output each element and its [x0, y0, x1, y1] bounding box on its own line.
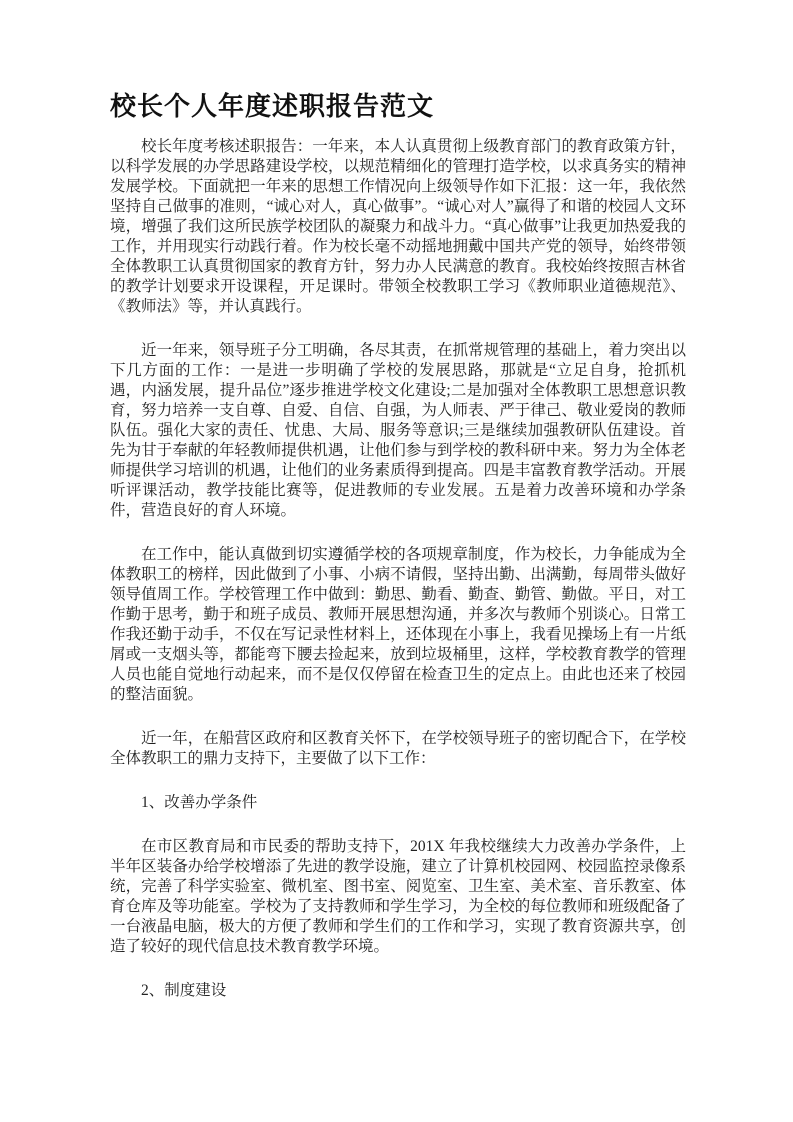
body-paragraph-leadership-work: 近一年来，领导班子分工明确，各尽其责，在抓常规管理的基础上，着力突出以下几方面的工作：一是进一步明确了学校的发展思路，那就是“立足自身，抢抓机遇，内涵发展，提升品位”逐步推进学校文化建设;二是加强对全体教职工思想意识教育，努力培养一支自尊、自爱、自信、自强，为人师表、严于律己、敬业爱岗的教师队伍。强化大家的责任、忧患、大局、服务等意识;三是继续加强教研队伍建设。首先为甘于奉献的年轻教师提供机遇，让他们参与到学校的教科研中来。努力为全体老师提供学习培训的机遇，让他们的业务素质得到提高。四是丰富教育教学活动。开展听评课活动，教学技能比赛等，促进教师的专业发展。五是着力改善环境和办学条件，营造良好的育人环境。: [110, 342, 686, 519]
document-title: 校长个人年度述职报告范文: [110, 92, 435, 121]
body-paragraph-facilities: 在市区教育局和市民委的帮助支持下，201X 年我校继续大力改善办学条件，上半年区装备办给学校增添了先进的教学设施，建立了计算机校园网、校园监控录像系统，完善了科学实验室、微机室、图书室、阅览室、卫生室、美术室、音乐教室、体育仓库及等功能室。学校为了支持教师和学生学习，为全校的每位教师和班级配备了一台液晶电脑，极大的方便了教师和学生们的工作和学习，实现了教育资源共享，创造了较好的现代信息技术教育教学环境。: [110, 838, 686, 955]
body-paragraph-work-summary-lead: 近一年，在船营区政府和区教育关怀下，在学校领导班子的密切配合下，在学校全体教职工的鼎力支持下，主要做了以下工作：: [110, 730, 686, 767]
body-paragraph-intro: 校长年度考核述职报告：一年来，本人认真贯彻上级教育部门的教育政策方针，以科学发展的办学思路建设学校，以规范精细化的管理打造学校，以求真务实的精神发展学校。下面就把一年来的思想工作情况向上级领导作如下汇报：这一年，我依然坚持自己做事的准则，“诚心对人，真心做事”。“诚心对人”赢得了和谐的校园人文环境，增强了我们这所民族学校团队的凝聚力和战斗力。“真心做事”让我更加热爱我的工作，并用现实行动践行着。作为校长毫不动摇地拥戴中国共产党的领导，始终带领全体教职工认真贯彻国家的教育方针，努力办人民满意的教育。我校始终按照吉林省的教学计划要求开设课程，开足课时。带领全校教职工学习《教师职业道德规范》、《教师法》等，并认真践行。: [110, 138, 686, 315]
body-paragraph-personal-conduct: 在工作中，能认真做到切实遵循学校的各项规章制度，作为校长，力争能成为全体教职工的榜样，因此做到了小事、小病不请假，坚持出勤、出满勤，每周带头做好领导值周工作。学校管理工作中做到：勤思、勤看、勤查、勤管、勤做。平日，对工作勤于思考，勤于和班子成员、教师开展思想沟通，并多次与教师个别谈心。日常工作我还勤于动手，不仅在写记录性材料上，还体现在小事上，我看见操场上有一片纸屑或一支烟头等，都能弯下腰去捡起来，放到垃圾桶里，这样，学校教育教学的管理人员也能自觉地行动起来，而不是仅仅停留在检查卫生的定点上。由此也还来了校园的整洁面貌。: [110, 546, 686, 703]
section-heading-2-system-building: 2、制度建设: [141, 982, 227, 999]
section-heading-1-improve-conditions: 1、改善办学条件: [141, 794, 258, 811]
